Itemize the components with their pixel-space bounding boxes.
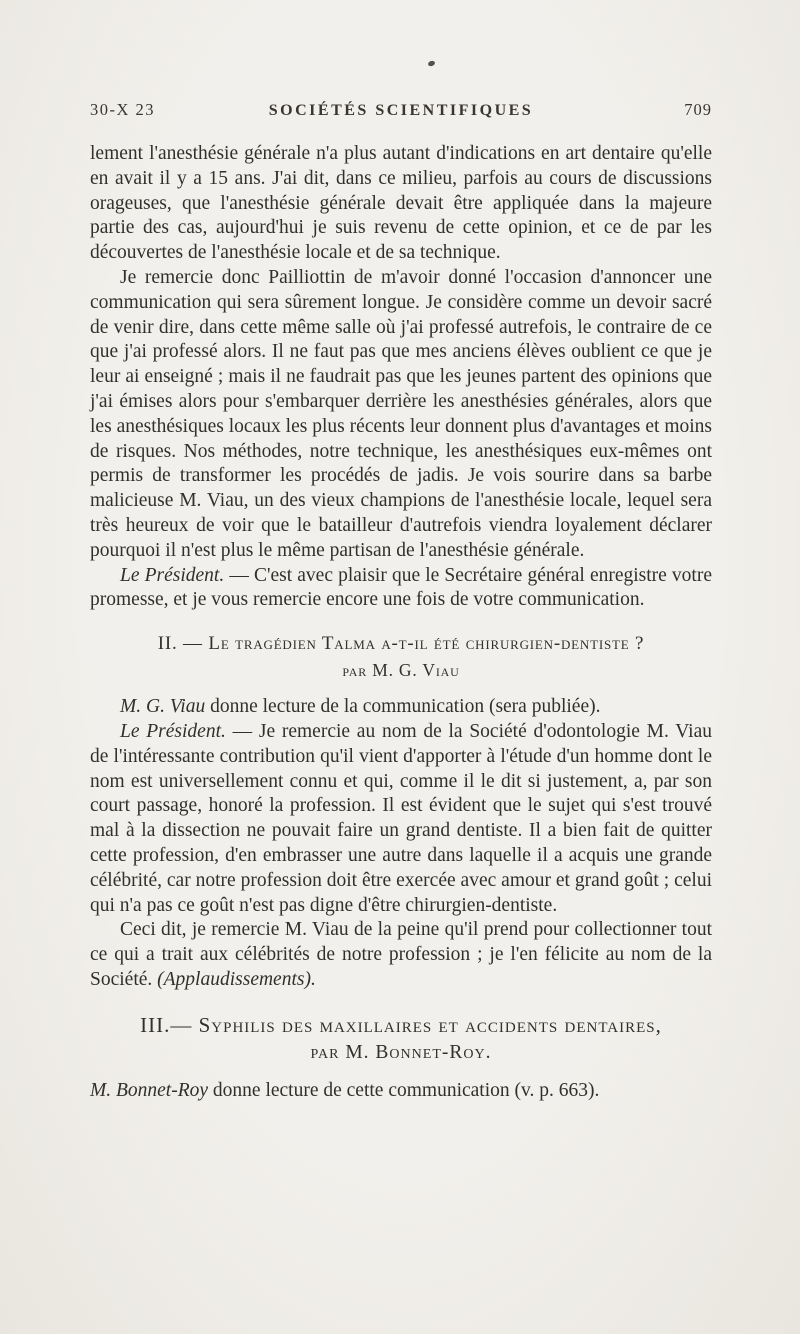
paragraph-text: donne lecture de cette communication (v. p. 663). [208,1079,600,1101]
page-header [90,100,712,120]
section-2-title: II. — Le tragédien Talma a-t-il été chirurgien-dentiste ? [157,633,645,655]
applause-note: (Applaudissements). [157,968,316,990]
paragraph-text: Ceci dit, je remercie M. Viau de la peine qu'il prend pour collectionner tout ce qui a trait aux célébrités de notre profession ; je l'en félicite au nom de la Société. [90,919,712,990]
paragraph-continuation: lement l'anesthésie générale n'a plus autant d'indications en art dentaire qu'elle en avait il y a 15 ans. J'ai dit, dans ce milieu, parfois au cours de discussions orageuses, que l'anesthésie générale devait être appliquée dans la majeure partie des cas, aujourd'hui je suis revenu de cette opinion, et ce de par les découvertes de l'anesthésie locale et de sa technique. [90,143,712,264]
paragraph-closing-remarks [90,918,712,992]
section-2-heading [90,631,712,683]
section-3-heading [90,1011,712,1067]
speaker-name: Le Président. [120,564,225,586]
paragraph-president-reply [90,564,712,614]
speaker-name: Le Président. [120,720,226,742]
section-3-byline: par M. Bonnet-Roy. [310,1041,492,1063]
page-number: 709 [684,100,712,119]
section-2-byline: par M. G. Viau [342,660,460,681]
paragraph-text: donne lecture de la communication (sera publiée). [205,696,601,718]
paragraph-text: — C'est avec plaisir que le Secrétaire général enregistre votre promesse, et je vous remercie encore une fois de votre communication. [90,564,712,611]
scan-artifact [427,60,435,67]
paragraph-president-thanks [90,720,712,918]
speaker-name: M. Bonnet-Roy [90,1079,209,1101]
speaker-name: M. G. Viau [120,696,206,718]
section-3-title: III.— Syphilis des maxillaires et accidents dentaires, [140,1012,662,1037]
paragraph-bonnet-roy-lecture [90,1079,712,1104]
page-body [90,142,712,1104]
signature-mark: 30-X 23 [90,100,156,119]
paragraph-speech: Je remercie donc Pailliottin de m'avoir donné l'occasion d'annoncer une communication qui sera sûrement longue. Je considère comme un devoir sacré de venir dire, dans cette même salle où j'ai professé autrefois, le contraire de ce que j'ai professé alors. Il ne faut pas que mes anciens élèves oublient ce que je leur ai enseigné ; mais il ne faudrait pas que les jeunes partent des opinions que j'ai émises alors pour s'embarquer derrière les anesthésies générales, alors que les anesthésiques locaux les plus récents leur donnent plus d'avantages et moins de risques. Nos méthodes, notre technique, les anesthésiques eux-mêmes ont permis de transformer les procédés de jadis. Je vois sourire dans sa barbe malicieuse M. Viau, un des vieux champions de l'anesthésie locale, lequel sera très heureux de voir que le batailleur d'autrefois viendra loyalement déclarer pourquoi il n'est plus le même partisan de l'anesthésie générale. [90,266,712,561]
paragraph-text: — Je remercie au nom de la Société d'odontologie M. Viau de l'intéressante contribution qu'il vient d'apporter à l'étude d'un homme dont le nom est universellement connu et qui, comme il le dit si justement, a, par son court passage, honoré la profession. Il est évident que le sujet qui s'est trouvé mal à la dissection ne pouvait faire un grand dentiste. Il a bien fait de quitter cette profession, d'en embrasser une autre dans laquelle il a acquis une grande célébrité, car notre profession doit être exercée avec amour et grand goût ; celui qui n'a pas ce goût n'est pas digne d'être chirurgien-dentiste. [90,720,712,916]
running-title: SOCIÉTÉS SCIENTIFIQUES [268,102,534,119]
paragraph-viau-lecture [90,695,712,720]
